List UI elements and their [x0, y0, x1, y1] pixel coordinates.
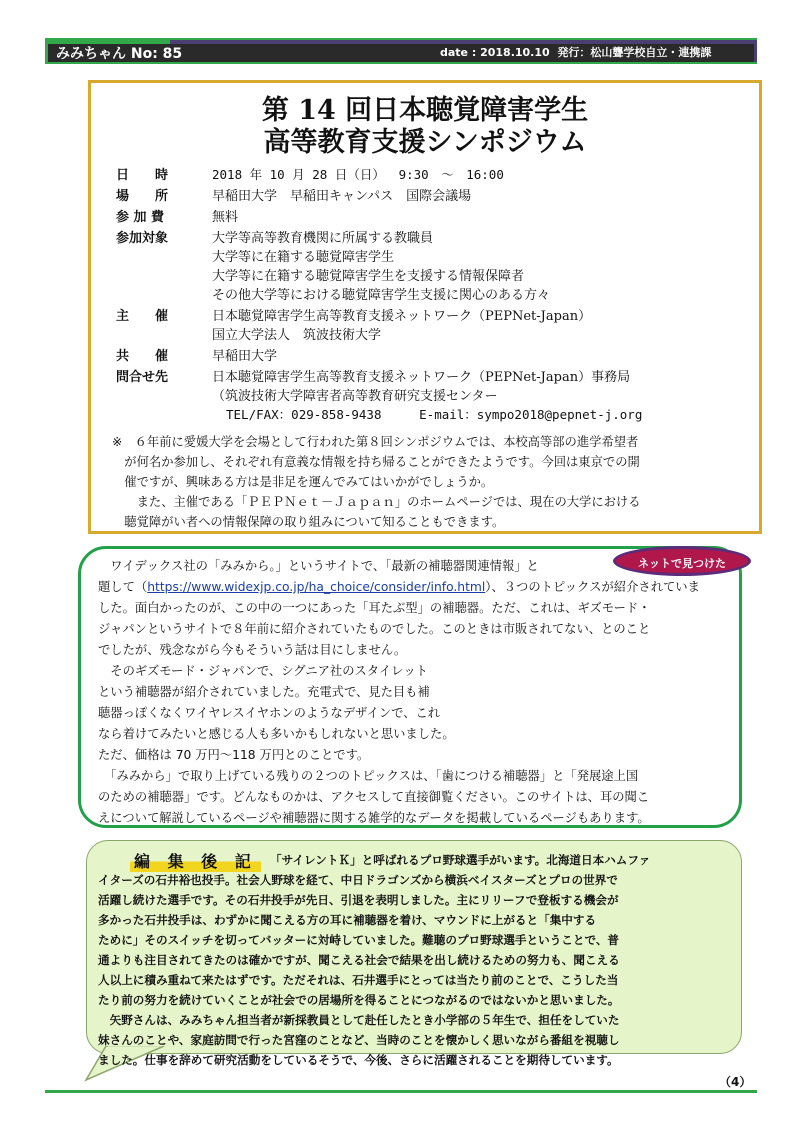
contact-tel: TEL/FAX：029-858-9438 — [226, 407, 382, 422]
editor-note-title: 編 集 後 記 — [130, 849, 261, 872]
net-article-text: ワイデックス社の「みみから。」というサイトで、「最新の補聴器関連情報」と 題して（https://www.widexjp.co.jp/ha_choice/consider/info.html）、３つのトピックスが紹介されていま した。面白かったのが、この中の一つにあった「耳たぶ型」の補聴器。ただ、これは、ギズモード・ ジャパンというサイトで８年前に紹介されていたものでした。このときは市販されてない、とのこと でしたが、残念ながら今もそういう話は目にしません。 そのギズモード・ジャパンで、シグニア社のスタイレット という補聴器が紹介されていました。充電式で、見た目も補 聴器っぽくなくワイヤレスイヤホンのようなデザインで、これ なら着けてみたいと感じる人も多いかもしれないと思いました。 ただ、価格は 70 万円～118 万円とのことです。 「みみから」で取り上げている残りの２つのトピックスは、「歯につける補聴器」と「発展途上国 のための補聴器」です。どんなものかは、アクセスして直接御覧ください。このサイトは、耳の聞こ えについて解説しているページや補聴器に関する雑学的なデータを掲載しているページもあります。 — [98, 559, 700, 825]
info-row-date: 日 時 2018 年 10 月 28 日（日） 9:30 ～ 16:00 — [116, 167, 504, 183]
info-row-contact: 問合せ先 日本聴覚障害学生高等教育支援ネットワーク（PEPNet-Japan）事務局 — [116, 370, 631, 385]
editor-note-body: イターズの石井裕也投手。社会人野球を経て、中日ドラゴンズから横浜ベイスターズとプロの世界で 活躍し続けた選手です。その石井投手が先日、引退を表明しました。主にリリーフで登板する機会が 多かった石井投手は、わずかに聞こえる方の耳に補聴器を着け、マウンドに上がると「集中する ために」そのスイッチを切ってバッターに対峙していました。難聴のプロ野球選手ということで、普 通よりも注目されてきたのは確かですが、聞こえる社会で結果を出し続けるための努力も、聞こえる 人以上に積み重ねて来たはずです。ただそれは、石井選手にとっては当たり前のことで、こうした当 たり前の努力を続けていくことが社会での居場所を得ることにつながるのではないかと思いました。 矢野さんは、みみちゃん担当者が新採教員として赴任したとき小学部の５年生で、担任をしていた 妹さんのことや、家庭訪問で行った宮窪のことなど、当時のことを懐かしく思いながら番組を視聴し ました。仕事を辞めて研究活動をしているそうで、今後、さらに活躍されることを期待しています。 — [98, 873, 620, 1067]
info-row-venue: 場 所 早稲田大学 早稲田キャンパス 国際会議場 — [116, 189, 472, 204]
contact-email[interactable]: E-mail：sympo2018@pepnet-j.org — [419, 407, 643, 422]
net-article-badge: ネットで見つけた — [613, 546, 751, 576]
page-number: （4） — [719, 1075, 752, 1089]
editor-note-first-line: 「サイレントＫ」と呼ばれるプロ野球選手がいます。北海道日本ハムファ — [270, 853, 651, 867]
info-row-target-2: 大学等に在籍する聴覚障害学生 — [212, 250, 395, 265]
symposium-title-line2: 高等教育支援シンポジウム — [263, 127, 587, 158]
header-date: date : 2018.10.10 — [440, 46, 550, 59]
widex-link[interactable]: https://www.widexjp.co.jp/ha_choice/consider/info.html — [147, 580, 486, 594]
footer-line — [45, 1090, 757, 1093]
info-row-contact-2: （筑波技術大学障害者高等教育研究支援センター — [212, 389, 498, 404]
info-row-target-3: 大学等に在籍する聴覚障害学生を支援する情報保障者 — [212, 269, 525, 284]
info-row-target: 参加対象 大学等高等教育機関に所属する教職員 — [116, 231, 434, 246]
header-date-publisher — [440, 44, 711, 60]
contact-line — [226, 405, 642, 423]
header-publisher: 発行：松山聾学校自立・連携課 — [557, 46, 712, 59]
info-row-fee: 参 加 費 無料 — [116, 210, 239, 225]
info-row-cohost: 共 催 早稲田大学 — [116, 349, 278, 364]
symposium-note: ※ ６年前に愛媛大学を会場として行われた第８回シンポジウムでは、本校高等部の進学希望者 が何名か参加し、それぞれ有意義な情報を持ち帰ることができたようです。今回は東京での開 催ですが、興味ある方は是非足を運んでみてはいかがでしょうか。 また、主催である「ＰＥＰＮｅｔ－Ｊａｐａｎ」のホームページでは、現在の大学における 聴覚障がい者への情報保障の取り組みについて知ることもできます。 — [112, 435, 641, 529]
info-row-organizer: 主 催 日本聴覚障害学生高等教育支援ネットワーク（PEPNet-Japan） — [116, 309, 592, 324]
info-row-target-4: その他大学等における聴覚障害学生支援に関心のある方々 — [212, 288, 551, 303]
newsletter-title: みみちゃん No: 85 — [56, 46, 183, 62]
info-row-organizer-2: 国立大学法人 筑波技術大学 — [212, 328, 382, 343]
symposium-title-line1: 第 14 回日本聴覚障害学生 — [261, 95, 589, 126]
